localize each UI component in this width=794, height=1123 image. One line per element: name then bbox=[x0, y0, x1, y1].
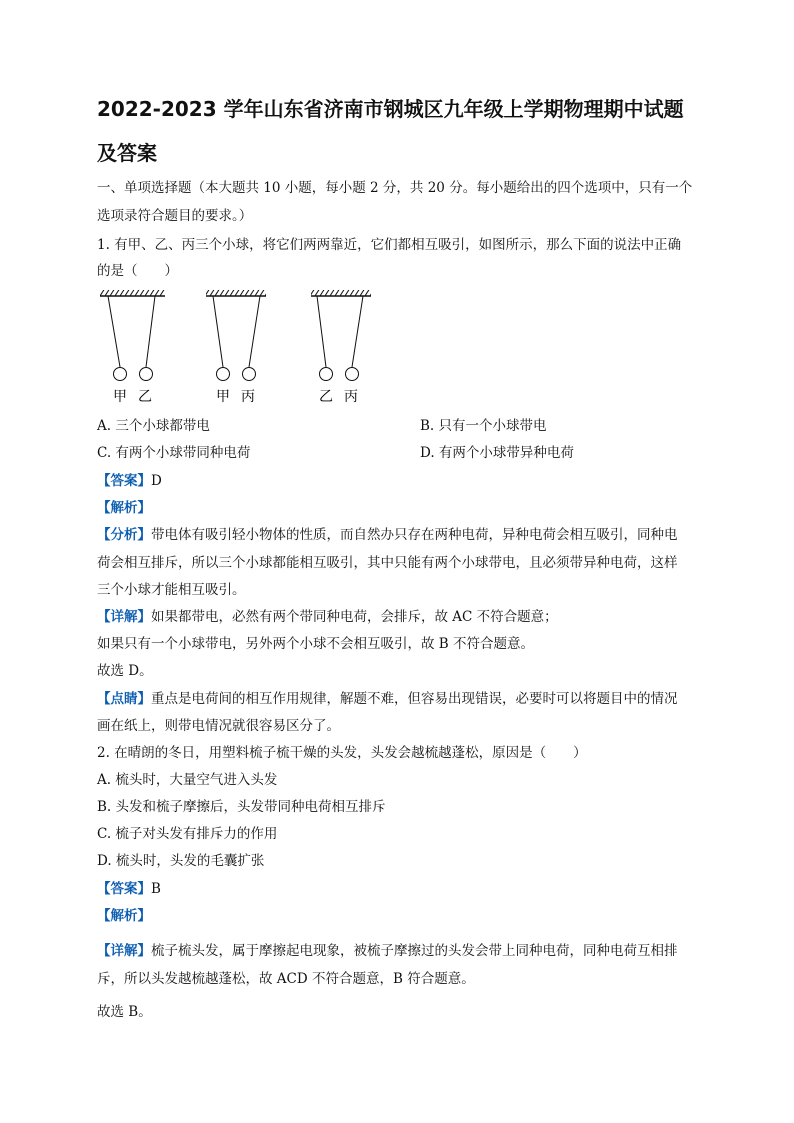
ball-label: 乙 bbox=[138, 389, 152, 405]
question-1-fenxi-continued: 三个小球才能相互吸引。 bbox=[97, 582, 246, 598]
question-2-option-a: A. 梳头时，大量空气进入头发 bbox=[97, 772, 278, 788]
figure-group-1 bbox=[100, 290, 165, 405]
question-2-stem: 2. 在晴朗的冬日，用塑料梳子梳干燥的头发，头发会越梳越蓬松，原因是（ ） bbox=[97, 745, 587, 761]
question-2-option-c: C. 梳子对头发有排斥力的作用 bbox=[97, 826, 278, 842]
document-title-continued: 及答案 bbox=[97, 141, 157, 165]
question-2-answer bbox=[97, 880, 707, 898]
string bbox=[213, 296, 223, 367]
question-1-dianjing-continued: 画在纸上，则带电情况就很容易区分了。 bbox=[97, 718, 340, 734]
question-1-xiangjie-continued: 如果只有一个小球带电，另外两个小球不会相互吸引，故 B 不符合题意。 bbox=[97, 636, 535, 652]
question-2-option-d: D. 梳头时，头发的毛囊扩张 bbox=[97, 853, 265, 869]
ball bbox=[217, 368, 230, 381]
analysis-tag: 【解析】 bbox=[97, 908, 151, 924]
question-1-dianjing bbox=[97, 690, 707, 708]
question-1-option-d: D. 有两个小球带异种电荷 bbox=[420, 445, 574, 461]
ball-label: 甲 bbox=[216, 389, 230, 405]
string bbox=[317, 296, 326, 367]
question-1-analysis-heading bbox=[97, 499, 707, 517]
question-1-stem: 1. 有甲、乙、丙三个小球，将它们两两靠近，它们都相互吸引，如图所示，那么下面的说法中正确 bbox=[97, 237, 682, 253]
question-1-answer bbox=[97, 472, 707, 490]
xiangjie-text: 如果都带电，必然有两个带同种电荷，会排斥，故 AC 不符合题意； bbox=[151, 609, 558, 625]
question-1-fenxi bbox=[97, 526, 707, 544]
dianjing-tag: 【点睛】 bbox=[97, 691, 151, 707]
xiangjie-tag: 【详解】 bbox=[97, 609, 151, 625]
analysis-tag: 【解析】 bbox=[97, 500, 151, 516]
ball bbox=[320, 368, 333, 381]
ceiling-hatch bbox=[206, 290, 266, 296]
pith-balls-figure bbox=[95, 288, 385, 408]
string bbox=[108, 296, 120, 367]
question-1-conclusion: 故选 D。 bbox=[97, 663, 153, 679]
question-2-xiangjie-continued: 斥，所以头发越梳越蓬松，故 ACD 不符合题意，B 符合题意。 bbox=[97, 971, 475, 987]
answer-value: B bbox=[151, 881, 161, 897]
ceiling-hatch bbox=[311, 290, 371, 296]
ceiling-hatch bbox=[100, 290, 165, 296]
question-2-xiangjie bbox=[97, 942, 707, 960]
string bbox=[249, 296, 260, 367]
xiangjie-text: 梳子梳头发，属于摩擦起电现象，被梳子摩擦过的头发会带上同种电荷，同种电荷互相排 bbox=[151, 943, 678, 959]
fenxi-tag: 【分析】 bbox=[97, 527, 151, 543]
question-2-analysis-heading bbox=[97, 907, 707, 925]
ball-label: 丙 bbox=[344, 389, 358, 405]
answer-tag: 【答案】 bbox=[97, 473, 151, 489]
figure-group-3 bbox=[311, 290, 371, 405]
ball bbox=[114, 368, 127, 381]
fenxi-text: 带电体有吸引轻小物体的性质，而自然办只存在两种电荷，异种电荷会相互吸引，同种电 bbox=[151, 527, 678, 543]
xiangjie-tag: 【详解】 bbox=[97, 943, 151, 959]
question-1-fenxi-continued: 荷会相互排斥，所以三个小球都能相互吸引，其中只能有两个小球带电，且必须带异种电荷，这样 bbox=[97, 555, 678, 571]
question-1-option-c: C. 有两个小球带同种电荷 bbox=[97, 445, 251, 461]
dianjing-text: 重点是电荷间的相互作用规律，解题不难，但容易出现错误，必要时可以将题目中的情况 bbox=[151, 691, 678, 707]
question-1-stem-continued: 的是（ ） bbox=[97, 263, 178, 279]
ball-label: 丙 bbox=[241, 389, 255, 405]
ball-label: 乙 bbox=[319, 389, 333, 405]
section-header-continued: 选项录符合题目的要求。） bbox=[97, 208, 253, 224]
ball bbox=[140, 368, 153, 381]
section-header: 一、单项选择题（本大题共 10 小题，每小题 2 分，共 20 分。每小题给出的四个选项中，只有一个 bbox=[97, 180, 693, 196]
figure-group-2 bbox=[206, 290, 266, 405]
question-1-option-a: A. 三个小球都带电 bbox=[97, 418, 210, 434]
question-1-option-b: B. 只有一个小球带电 bbox=[420, 418, 547, 434]
answer-value: D bbox=[151, 473, 162, 489]
ball-label: 甲 bbox=[113, 389, 127, 405]
ball bbox=[346, 368, 359, 381]
answer-tag: 【答案】 bbox=[97, 881, 151, 897]
question-2-option-b: B. 头发和梳子摩擦后，头发带同种电荷相互排斥 bbox=[97, 799, 386, 815]
string bbox=[146, 296, 155, 367]
document-title: 2022-2023 学年山东省济南市钢城区九年级上学期物理期中试题 bbox=[97, 97, 684, 121]
question-2-conclusion: 故选 B。 bbox=[97, 1004, 152, 1020]
question-1-xiangjie bbox=[97, 608, 707, 626]
ball bbox=[243, 368, 256, 381]
string bbox=[352, 296, 363, 367]
